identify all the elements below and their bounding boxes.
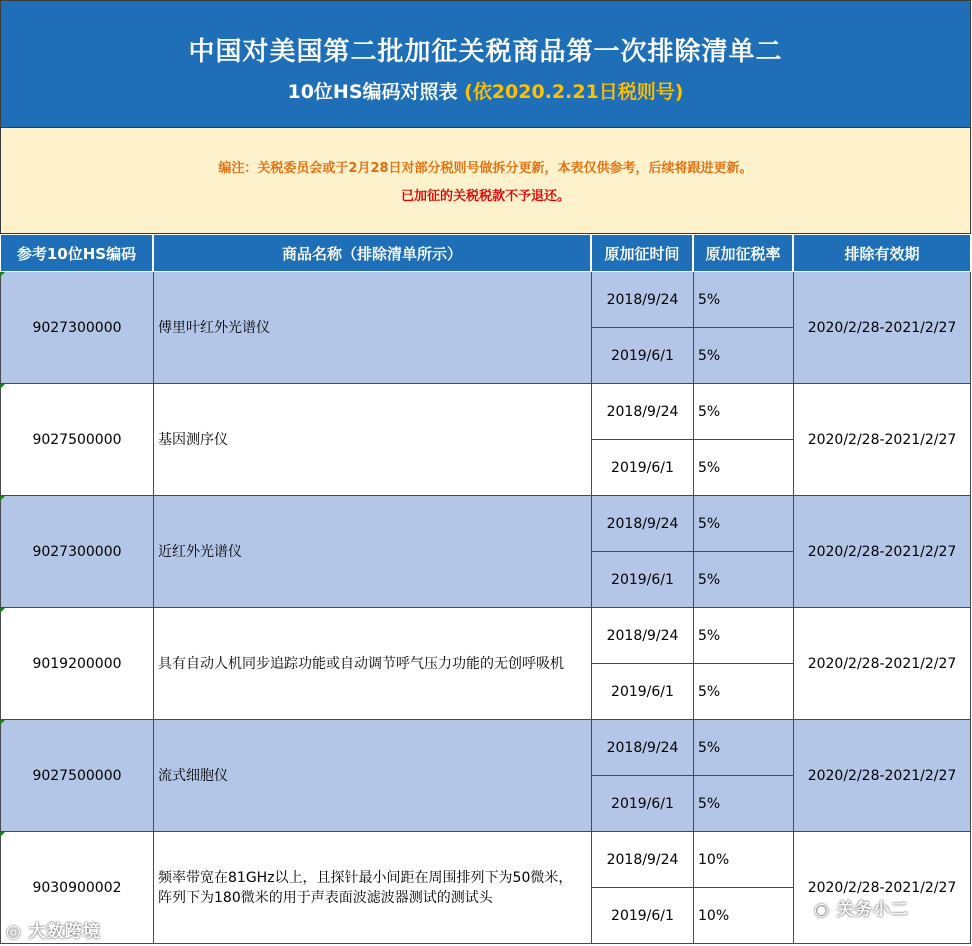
hs-code-cell: 9030900002 (0, 832, 153, 944)
rate-cell: 5% (693, 776, 793, 832)
table-row (0, 384, 971, 496)
hs-code-cell: 9027300000 (0, 496, 153, 608)
cell-marker-icon (0, 832, 5, 837)
column-header-validity: 排除有效期 (793, 234, 971, 272)
hs-code-cell: 9027500000 (0, 720, 153, 832)
rate-cell: 5% (693, 552, 793, 608)
rate-cell: 5% (693, 720, 793, 776)
date-cell: 2019/6/1 (591, 776, 693, 832)
product-name-cell: 频率带宽在81GHz以上，且探针最小间距在周围排列下为50微米，阵列下为180微米的用于声表面波滤波器测试的测试头 (153, 832, 591, 944)
page-subtitle (1, 77, 970, 104)
column-header-original-date: 原加征时间 (591, 234, 693, 272)
date-cell: 2018/9/24 (591, 720, 693, 776)
column-header-hs-code: 参考10位HS编码 (0, 234, 153, 272)
date-cell: 2019/6/1 (591, 552, 693, 608)
product-name-cell: 近红外光谱仪 (153, 496, 591, 608)
wechat-icon: ◉ (814, 900, 837, 920)
product-name-cell: 傅里叶红外光谱仪 (153, 272, 591, 384)
rate-cell: 5% (693, 496, 793, 552)
subtitle-highlight: (依2020.2.21日税则号) (464, 81, 684, 103)
cell-marker-icon (0, 496, 5, 501)
cell-marker-icon (0, 272, 5, 277)
date-cell: 2018/9/24 (591, 272, 693, 328)
rate-cell: 10% (693, 888, 793, 944)
editor-note (0, 128, 971, 234)
validity-cell: 2020/2/28-2021/2/27 (793, 384, 971, 496)
subtitle-main: 10位HS编码对照表 (287, 81, 458, 103)
rate-cell: 5% (693, 664, 793, 720)
date-cell: 2018/9/24 (591, 608, 693, 664)
product-name-cell: 基因测序仪 (153, 384, 591, 496)
date-cell: 2019/6/1 (591, 664, 693, 720)
hs-code-cell: 9027500000 (0, 384, 153, 496)
product-name-cell: 具有自动人机同步追踪功能或自动调节呼气压力功能的无创呼吸机 (153, 608, 591, 720)
header-banner (0, 0, 971, 128)
watermark-left (6, 917, 101, 942)
table-row (0, 720, 971, 832)
rate-cell: 10% (693, 832, 793, 888)
column-header-original-rate: 原加征税率 (693, 234, 793, 272)
date-cell: 2019/6/1 (591, 888, 693, 944)
validity-cell: 2020/2/28-2021/2/27 (793, 496, 971, 608)
date-cell: 2019/6/1 (591, 440, 693, 496)
validity-cell: 2020/2/28-2021/2/27 (793, 608, 971, 720)
table-row (0, 496, 971, 608)
date-cell: 2019/6/1 (591, 328, 693, 384)
column-header-product-name: 商品名称（排除清单所示） (153, 234, 591, 272)
hs-code-cell: 9019200000 (0, 608, 153, 720)
note-line-2: 已加征的关税税款不予退还。 (400, 189, 570, 204)
table-row (0, 272, 971, 384)
table-header (0, 234, 971, 272)
rate-cell: 5% (693, 440, 793, 496)
cell-marker-icon (0, 608, 5, 613)
date-cell: 2018/9/24 (591, 384, 693, 440)
watermark-logo-icon: ◎ (6, 922, 29, 942)
validity-cell: 2020/2/28-2021/2/27 (793, 720, 971, 832)
table-row (0, 608, 971, 720)
table-row (0, 832, 971, 944)
page-title: 中国对美国第二批加征关税商品第一次排除清单二 (188, 37, 783, 67)
watermark-left-text: 大数跨境 (28, 922, 101, 942)
validity-cell: 2020/2/28-2021/2/27 (793, 832, 971, 944)
validity-cell: 2020/2/28-2021/2/27 (793, 272, 971, 384)
product-name-cell: 流式细胞仪 (153, 720, 591, 832)
hs-code-cell: 9027300000 (0, 272, 153, 384)
cell-marker-icon (0, 720, 5, 725)
date-cell: 2018/9/24 (591, 496, 693, 552)
rate-cell: 5% (693, 328, 793, 384)
rate-cell: 5% (693, 384, 793, 440)
rate-cell: 5% (693, 608, 793, 664)
rate-cell: 5% (693, 272, 793, 328)
note-line-1: 编注：关税委员会或于2月28日对部分税则号做拆分更新，本表仅供参考，后续将跟进更新。 (218, 161, 753, 176)
watermark-right (814, 895, 909, 920)
watermark-right-text: 关务小二 (836, 900, 909, 920)
cell-marker-icon (0, 384, 5, 389)
date-cell: 2018/9/24 (591, 832, 693, 888)
